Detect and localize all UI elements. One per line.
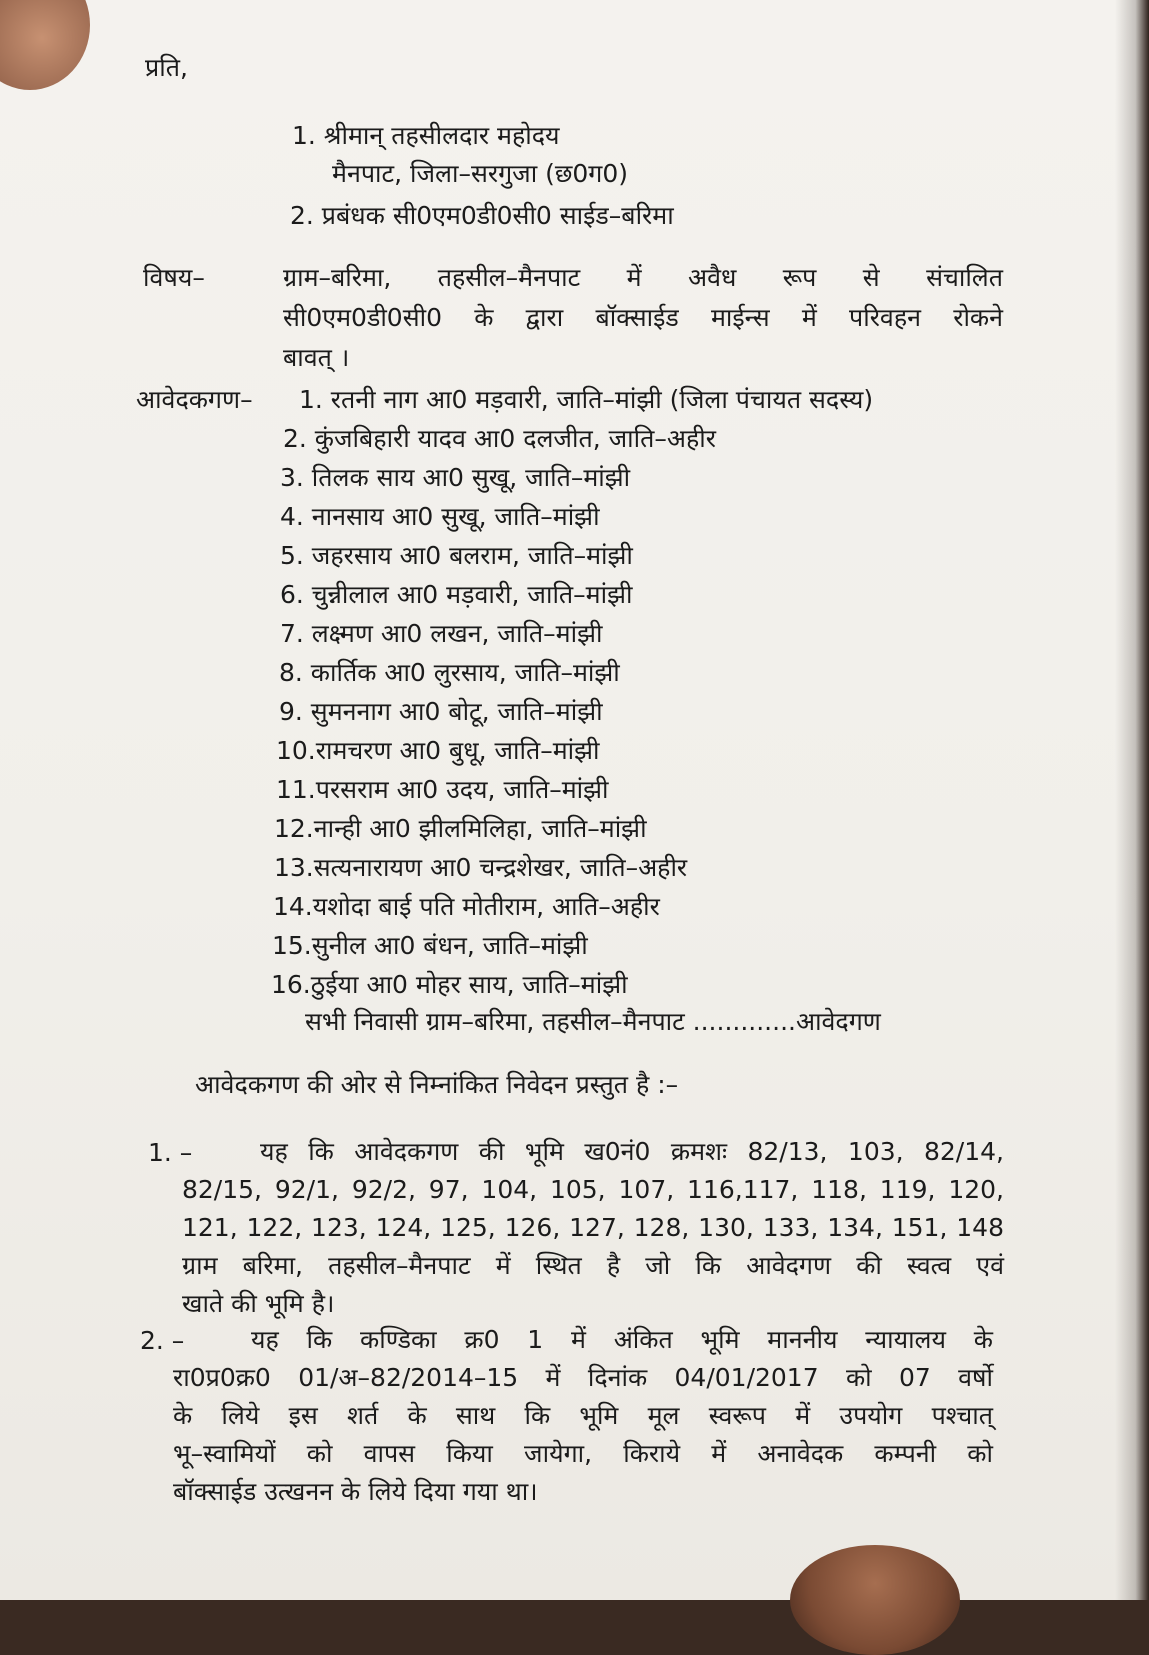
paragraph-line: यह कि आवेदकगण की भूमि ख0नं0 क्रमशः 82/13, 103, 82/14, [260,1137,1004,1166]
paragraph-2-number: 2. – [140,1326,185,1355]
subject-label: विषय– [143,263,205,292]
recipient-1-line-2: मैनपाट, जिला–सरगुजा (छ0ग0) [332,159,629,188]
applicant-item: 15.सुनील आ0 बंधन, जाति–मांझी [272,931,588,960]
applicants-label: आवेदकगण– [136,385,253,414]
subject-line: बावत् । [283,343,350,372]
paragraph-line: बॉक्साईड उत्खनन के लिये दिया गया था। [173,1477,538,1506]
paragraph-line: 121, 122, 123, 124, 125, 126, 127, 128, 130, 133, 134, 151, 148 [182,1213,1004,1242]
applicant-item: 2. कुंजबिहारी यादव आ0 दलजीत, जाति–अहीर [283,424,716,453]
applicant-item: 10.रामचरण आ0 बुधू, जाति–मांझी [276,736,600,765]
paragraph-line: रा0प्र0क्र0 01/अ–82/2014–15 में दिनांक 04/01/2017 को 07 वर्षो [173,1363,993,1392]
paragraph-1 [182,1133,1004,1323]
paragraph-line: के लिये इस शर्त के साथ कि भूमि मूल स्वरूप में उपयोग पश्चात् [173,1401,993,1430]
applicant-item: 5. जहरसाय आ0 बलराम, जाति–मांझी [280,541,633,570]
applicants-residence: सभी निवासी ग्राम–बरिमा, तहसील–मैनपाट .............आवेदगण [305,1007,881,1036]
finger-bottom [790,1545,960,1655]
subject-text [283,258,1003,378]
subject-line: सी0एम0डी0सी0 के द्वारा बॉक्साईड माईन्स में परिवहन रोकने [283,303,1003,332]
paragraph-line: 82/15, 92/1, 92/2, 97, 104, 105, 107, 116,117, 118, 119, 120, [182,1175,1004,1204]
applicant-item: 1. रतनी नाग आ0 मड़वारी, जाति–मांझी (जिला पंचायत सदस्य) [299,385,874,414]
applicant-item: 9. सुमननाग आ0 बोटू, जाति–मांझी [279,697,603,726]
applicant-item: 4. नानसाय आ0 सुखू, जाति–मांझी [280,502,600,531]
paragraph-line: भू–स्वामियों को वापस किया जायेगा, किराये में अनावेदक कम्पनी को [173,1439,993,1468]
applicant-item: 6. चुन्नीलाल आ0 मड़वारी, जाति–मांझी [280,580,633,609]
paragraph-line: यह कि कण्डिका क्र0 1 में अंकित भूमि माननीय न्यायालय के [251,1325,993,1354]
recipient-1-line-1: 1. श्रीमान् तहसीलदार महोदय [292,121,560,150]
applicant-item: 7. लक्ष्मण आ0 लखन, जाति–मांझी [280,619,603,648]
paragraph-line: ग्राम बरिमा, तहसील–मैनपाट में स्थित है जो कि आवेदगण की स्वत्व एवं [182,1251,1004,1280]
page-shadow-edge [1115,0,1149,1600]
paragraph-1-number: 1. – [148,1138,193,1167]
applicant-item: 3. तिलक साय आ0 सुखू, जाति–मांझी [280,463,631,492]
petition-intro: आवेदकगण की ओर से निम्नांकित निवेदन प्रस्तुत है :– [195,1070,679,1099]
applicant-item: 14.यशोदा बाई पति मोतीराम, आति–अहीर [273,892,660,921]
applicant-item: 13.सत्यनारायण आ0 चन्द्रशेखर, जाति–अहीर [274,853,688,882]
applicant-item: 12.नान्ही आ0 झीलमिलिहा, जाति–मांझी [274,814,647,843]
salutation-prati: प्रति, [145,53,188,82]
applicant-item: 8. कार्तिक आ0 लुरसाय, जाति–मांझी [279,658,620,687]
recipient-2: 2. प्रबंधक सी0एम0डी0सी0 साईड–बरिमा [290,201,674,230]
paragraph-line: खाते की भूमि है। [182,1289,335,1318]
subject-line: ग्राम–बरिमा, तहसील–मैनपाट में अवैध रूप से संचालित [283,263,1003,292]
paragraph-2 [173,1321,993,1511]
applicant-item: 11.परसराम आ0 उदय, जाति–मांझी [276,775,609,804]
applicant-item: 16.ठुईया आ0 मोहर साय, जाति–मांझी [271,970,628,999]
